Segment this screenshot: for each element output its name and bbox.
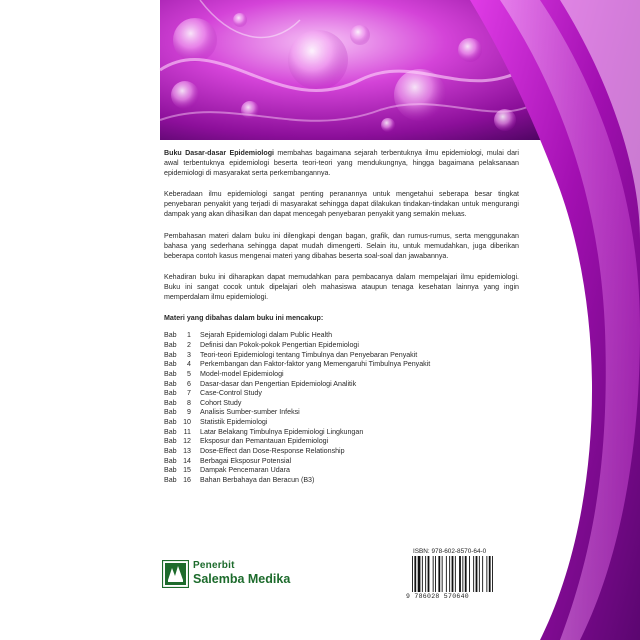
toc-item-number: 7: [187, 389, 191, 398]
toc-item: [164, 437, 519, 447]
toc-item-number: 6: [187, 379, 191, 388]
paragraph-4: Kehadiran buku ini diharapkan dapat memudahkan para pembacanya dalam mempelajari ilmu epidemiologi. Buku ini sangat cocok untuk dipelajari oleh mahasiswa ataupun tenaga kesehatan lainnya yang ingin memperdalam ilmu epidemiologi.: [164, 272, 519, 302]
toc-item-number: 14: [183, 456, 191, 465]
toc-item-bab: Bab: [164, 476, 177, 485]
barcode-bar: [455, 556, 456, 592]
book-title-inline: Buku Dasar-dasar Epidemiologi: [164, 149, 275, 157]
barcode-bar: [476, 556, 478, 592]
barcode-bar: [412, 556, 413, 592]
toc-item-bab: Bab: [164, 350, 177, 359]
toc-item: [164, 447, 519, 457]
barcode-bar: [465, 556, 467, 592]
barcode-bar: [418, 556, 421, 592]
toc-item: [164, 418, 519, 428]
toc-item-title: Sejarah Epidemiologi dalam Public Health: [200, 331, 333, 340]
toc-item-title: Berbagai Eksposur Potensial: [200, 456, 292, 465]
barcode-bar: [414, 556, 416, 592]
toc-item-title: Definisi dan Pokok-pokok Pengertian Epidemiologi: [200, 340, 359, 349]
toc-item-bab: Bab: [164, 369, 177, 378]
back-cover-text: [164, 148, 519, 486]
toc-item-bab: Bab: [164, 427, 177, 436]
toc-item-title: Teori-teori Epidemiologi tentang Timbulnya dan Penyebaran Penyakit: [200, 350, 418, 359]
toc-item-bab: Bab: [164, 437, 177, 446]
toc-item-number: 9: [187, 408, 191, 417]
toc-item: [164, 380, 519, 390]
toc-item-bab: Bab: [164, 456, 177, 465]
toc-item-bab: Bab: [164, 379, 177, 388]
toc-item-title: Case-Control Study: [200, 389, 262, 398]
toc-item: [164, 457, 519, 467]
toc-item-number: 8: [187, 398, 191, 407]
barcode-bar: [482, 556, 483, 592]
toc-item-title: Statistik Epidemiologi: [200, 418, 268, 427]
toc-item-title: Dampak Pencemaran Udara: [200, 466, 290, 475]
barcode-bar: [449, 556, 450, 592]
barcode-bar: [479, 556, 480, 592]
toc-item-title: Model-model Epidemiologi: [200, 369, 284, 378]
barcode-bar: [459, 556, 461, 592]
toc-item: [164, 331, 519, 341]
isbn-label: ISBN: 978-602-8570-64-0: [413, 548, 487, 555]
toc-item-bab: Bab: [164, 466, 177, 475]
barcode-bar: [433, 556, 434, 592]
paragraph-3: Pembahasan materi dalam buku ini dilengkapi dengan bagan, grafik, dan rumus-rumus, serta menggunakan bahasa yang sederhana sehingga dapat mudah dimengerti. Selain itu, untuk memudahkan, juga diberikan beberapa contoh kasus mengenai materi yang dibahas beserta soal-soal dan jawabannya.: [164, 231, 519, 260]
toc-item-title: Cohort Study: [200, 398, 242, 407]
publisher-block: [162, 559, 312, 589]
paragraph-2: Keberadaan ilmu epidemiologi sangat penting peranannya untuk mengetahui seberapa besar tingkat penyebaran penyakit yang terjadi di masyarakat sehingga dapat dilakukan tindakan-tindakan untuk mengurangi dampak yang akan dihasilkan dan dapat mencegah penyebaran penyakit yang semakin meluas.: [164, 190, 519, 219]
toc-item-number: 15: [183, 466, 191, 475]
table-of-contents: [164, 331, 519, 486]
barcode-bar: [438, 556, 440, 592]
toc-item: [164, 476, 519, 486]
toc-item-number: 10: [183, 418, 191, 427]
toc-item-number: 2: [187, 340, 191, 349]
barcode-bar: [469, 556, 470, 592]
toc-item-title: Dose-Effect dan Dose-Response Relationship: [200, 447, 345, 456]
barcode-bar: [486, 556, 487, 592]
toc-item-number: 1: [187, 331, 191, 340]
toc-item: [164, 428, 519, 438]
toc-item-number: 5: [187, 369, 191, 378]
toc-item-title: Latar Belakang Timbulnya Epidemiologi Lingkungan: [200, 427, 364, 436]
toc-item: [164, 370, 519, 380]
toc-item-title: Eksposur dan Pemantauan Epidemiologi: [200, 437, 329, 446]
toc-item: [164, 466, 519, 476]
barcode-bar: [446, 556, 447, 592]
toc-item-title: Perkembangan dan Faktor-faktor yang Memengaruhi Timbulnya Penyakit: [200, 360, 431, 369]
toc-item: [164, 351, 519, 361]
toc-item-number: 12: [183, 437, 191, 446]
barcode-graphic: [410, 556, 502, 592]
toc-item-title: Bahan Berbahaya dan Beracun (B3): [200, 476, 315, 485]
barcode-bar: [492, 556, 493, 592]
barcode-bar: [422, 556, 423, 592]
toc-item-bab: Bab: [164, 360, 177, 369]
toc-item-number: 16: [183, 476, 191, 485]
toc-item: [164, 389, 519, 399]
toc-item-title: Analisis Sumber-sumber Infeksi: [200, 408, 300, 417]
publisher-label: Penerbit: [193, 560, 235, 571]
toc-heading: Materi yang dibahas dalam buku ini mencakup:: [164, 314, 324, 323]
barcode-bar: [462, 556, 463, 592]
toc-item-title: Dasar-dasar dan Pengertian Epidemiologi Analitik: [200, 379, 357, 388]
toc-item: [164, 341, 519, 351]
toc-item: [164, 360, 519, 370]
toc-item-number: 11: [183, 427, 191, 436]
toc-item-number: 13: [183, 447, 191, 456]
barcode-digits: 9 786028 570640: [406, 593, 470, 600]
toc-item-bab: Bab: [164, 408, 177, 417]
barcode-bar: [473, 556, 474, 592]
barcode-bar: [442, 556, 443, 592]
toc-item: [164, 399, 519, 409]
barcode-bar: [428, 556, 430, 592]
toc-item-bab: Bab: [164, 340, 177, 349]
publisher-logo-icon: [162, 560, 189, 588]
toc-item-bab: Bab: [164, 418, 177, 427]
publisher-name: Salemba Medika: [193, 572, 291, 586]
barcode-bar: [435, 556, 436, 592]
toc-item-bab: Bab: [164, 389, 177, 398]
barcode-bar: [452, 556, 454, 592]
paragraph-1: [164, 148, 519, 178]
toc-item-number: 3: [187, 350, 191, 359]
toc-item-bab: Bab: [164, 331, 177, 340]
barcode-bar: [425, 556, 426, 592]
paragraph-1-text: membahas bagaimana sejarah terbentuknya ilmu epidemiologi, mulai dari awal terbentuknya epidemiologi beserta teori-teori yang mendukungnya, hingga bagaimana pelaksanaan epidemiologi di masyarakat serta perkembangannya.: [164, 149, 519, 178]
toc-item-bab: Bab: [164, 447, 177, 456]
barcode-bar: [489, 556, 491, 592]
toc-item-number: 4: [187, 360, 191, 369]
toc-item-bab: Bab: [164, 398, 177, 407]
toc-item: [164, 408, 519, 418]
